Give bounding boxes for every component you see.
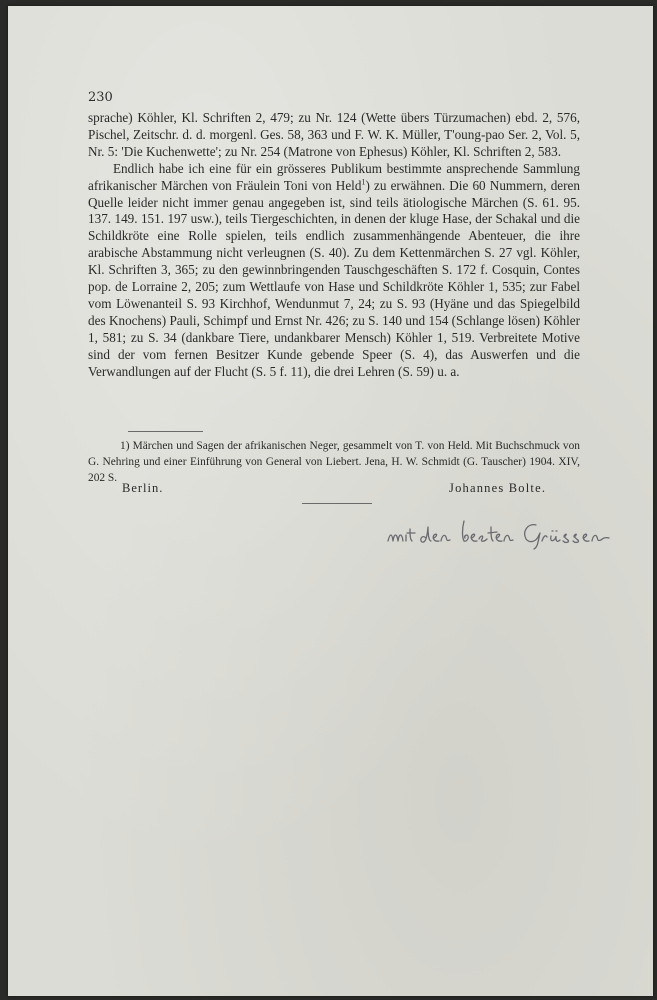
paragraph-2-start: Endlich habe ich eine für ein grösseres Publikum bestimmte ansprechende Sammlung afrikanischer Märchen von Fräulein Toni von Held [88,160,580,193]
signature-author: Johannes Bolte. [449,481,547,495]
footnote [88,438,580,486]
document-page [8,6,653,996]
footnote-separator [128,431,203,432]
paragraph-1: sprache) Köhler, Kl. Schriften 2, 479; zu Nr. 124 (Wette übers Türzumachen) ebd. 2, 576, Pischel, Zeitschr. d. d. morgenl. Ges. 58, 363 und F. W. K. Müller, T'oung-pao Ser. 2, Vol. 5, Nr. 5: 'Die Kuchenwette'; zu Nr. 254 (Matrone von Ephesus) Köhler, Kl. Schriften 2, 583. [88,110,580,159]
footnote-text: 1) Märchen und Sagen der afrikanischen Neger, gesammelt von T. von Held. Mit Buchschmuck von G. Nehring und einer Einführung von General von Liebert. Jena, H. W. Schmidt (G. Tauscher) 1904. XIV, 202 S. [88,440,580,484]
paragraph-2-rest: ) zu erwähnen. Die 60 Nummern, deren Quelle leider nicht immer genau angegeben ist, sind teils ätiologische Märchen (S. 61. 95. 137. 149. 151. 197 usw.), teils Tiergeschichten, in denen der kluge Hase, der Schakal und die Schildkröte eine Rolle spielen, teils endlich zusammenhängende Abenteuer, die ihre arabische Abstammung nicht verleugnen (S. 40). Zu dem Kettenmärchen S. 27 vgl. Köhler, Kl. Schriften 3, 365; zu den gewinnbringenden Tauschgeschäften S. 172 f. Cosquin, Contes pop. de Lorraine 2, 205; zum Wettlaufe von Hase und Schildkröte Köhler 1, 535; zur Fabel vom Löwenanteil S. 93 Kirchhof, Wendunmut 7, 24; zu S. 93 (Hyäne und das Spiegelbild des Knochens) Pauli, Schimpf und Ernst Nr. 426; zu S. 140 und 154 (Schlange lösen) Köhler 1, 581; zu S. 34 (dankbare Tiere, undankbarer Mensch) Köhler 1, 519. Verbreitete Motive sind der vom fernen Besitzer Kunde gebende Speer (S. 4), das Auswerfen und die Verwandlungen auf der Flucht (S. 5 f. 11), die drei Lehren (S. 59) u. a. [88,177,580,379]
footnote-reference: 1 [361,177,366,187]
handwritten-note [384,511,629,551]
body-text [88,110,580,381]
signature-rule [302,503,372,504]
page-number: 230 [88,90,113,105]
signature-place: Berlin. [122,481,164,495]
paragraph-2 [88,161,580,381]
